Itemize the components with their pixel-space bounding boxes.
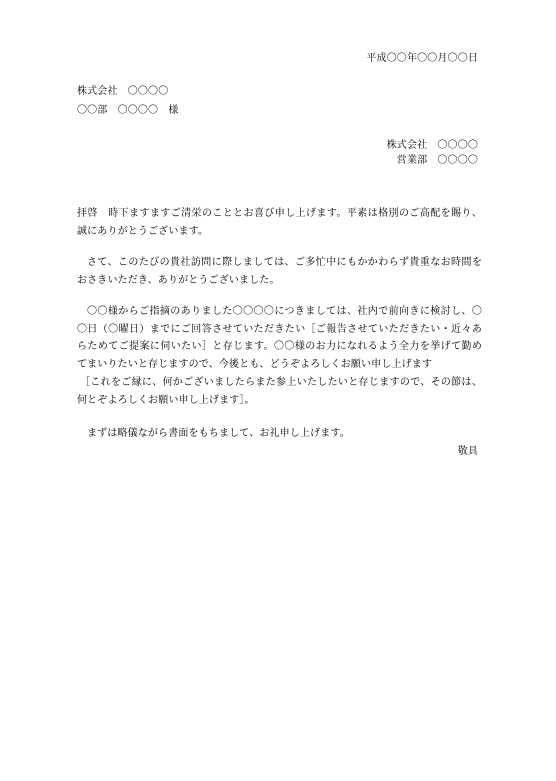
greeting-paragraph: 拝啓 時下ますますご清栄のこととお喜び申し上げます。平素は格別のご高配を賜り、誠にありがとうございます。 (77, 208, 482, 237)
sender-company: 株式会社 〇〇〇〇 (386, 140, 478, 151)
letter-date: 平成〇〇年〇〇月〇〇日 (366, 53, 478, 64)
visit-thanks-paragraph: さて、このたびの貴社訪問に際しましては、ご多忙中にもかかわらず貴重なお時間をおさきいただき、ありがとうございました。 (77, 257, 482, 286)
closing-sentence: まずは略儀ながら書面をもちまして、お礼申し上げます。 (87, 428, 350, 439)
optional-paragraph: ［これをご縁に、何かございましたらまた参上いたしたいと存じますので、その節は、何とぞよろしくお願い申し上げます］。 (77, 377, 482, 406)
sender-name: 営業部 〇〇〇〇 (396, 155, 478, 166)
recipient-company: 株式会社 〇〇〇〇 (77, 86, 169, 97)
main-content-paragraph: 〇〇様からご指摘のありました〇〇〇〇につきましては、社内で前向きに検討し、〇〇日（〇曜日）までにご回答させていただきたい［ご報告させていただきたい・近々あらためてご提案に伺いたい］と存じます。〇〇様のお力になれるよう全力を挙げて勤めてまいりたいと存じますので、今後とも、どうぞよろしくお願い申し上げます (77, 306, 482, 370)
closing-word: 敬具 (457, 446, 478, 457)
recipient-name: 〇〇部 〇〇〇〇 様 (77, 105, 179, 116)
